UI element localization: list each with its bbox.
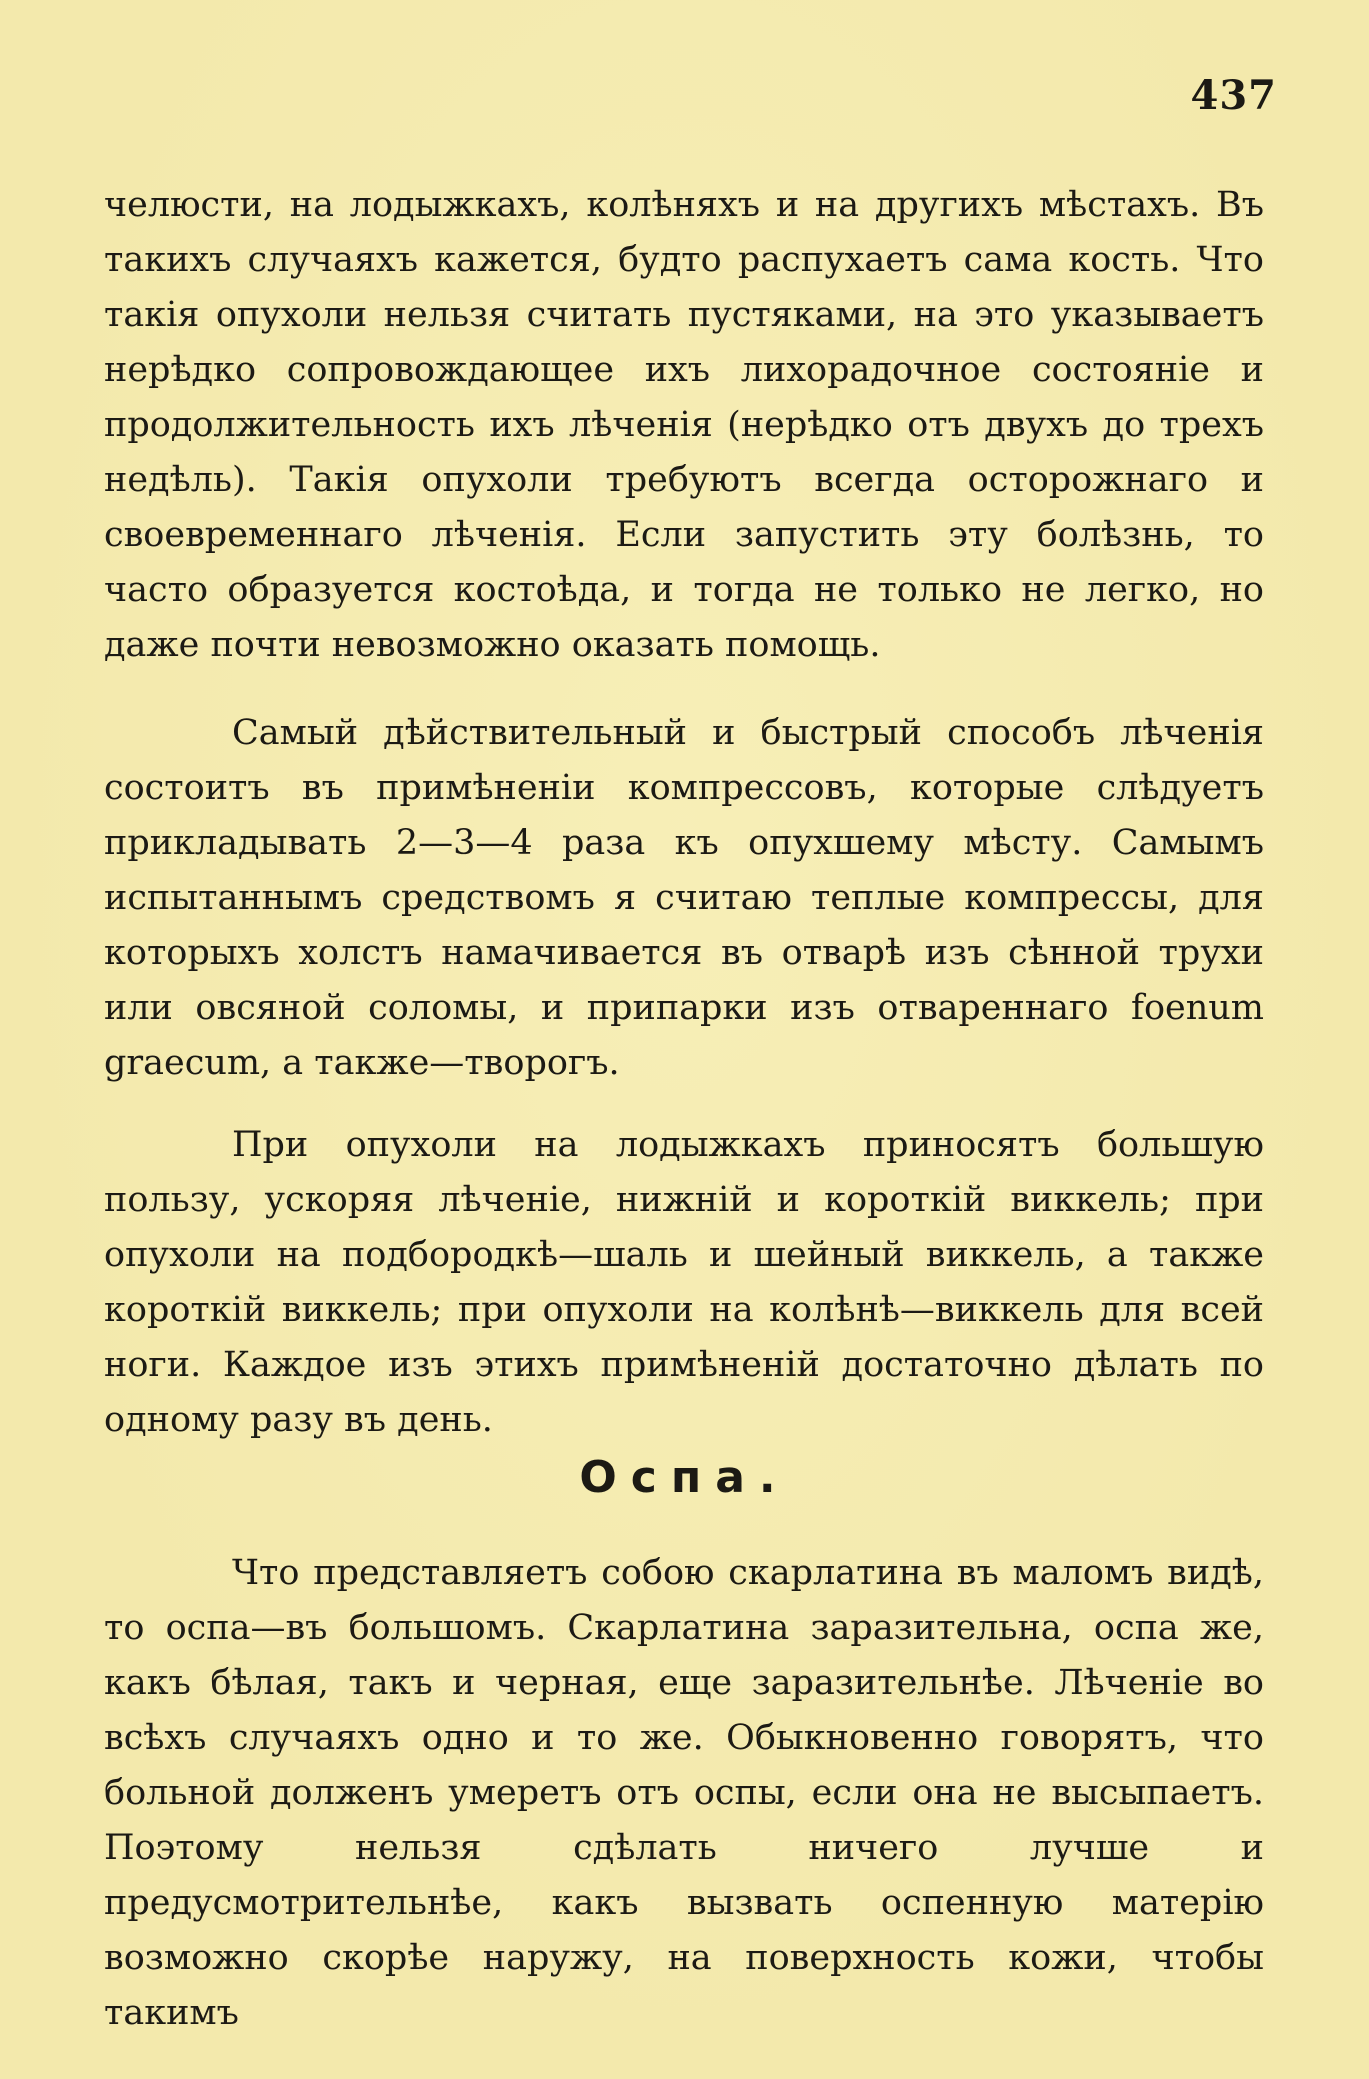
section-heading: Оспа.	[579, 1452, 790, 1503]
paragraph-2: Самый дѣйствительный и быстрый способъ лѣченія состоитъ въ примѣненіи компрессовъ, которые слѣдуетъ прикладывать 2—3—4 раза къ опухшему мѣсту. Самымъ испытаннымъ средствомъ я считаю теплые компрессы, для которыхъ холстъ намачивается въ отварѣ изъ сѣнной трухи или овсяной соломы, и припарки изъ отвареннаго foenum graecum, а также—творогъ.	[104, 713, 1264, 1083]
paragraph-1: челюсти, на лодыжкахъ, колѣняхъ и на другихъ мѣстахъ. Въ такихъ случаяхъ кажется, будто распухаетъ сама кость. Что такія опухоли нельзя считать пустяками, на это указываетъ нерѣдко сопровождающее ихъ лихорадочное состояніе и продолжительность ихъ лѣченія (нерѣдко отъ двухъ до трехъ недѣль). Такія опухоли требуютъ всегда осторожнаго и своевременнаго лѣченія. Если запустить эту болѣзнь, то часто образуется костоѣда, и тогда не только не легко, но даже почти невозможно оказать помощь.	[104, 185, 1264, 665]
paragraph-4: Что представляетъ собою скарлатина въ маломъ видѣ, то оспа—въ большомъ. Скарлатина заразительна, оспа же, какъ бѣлая, такъ и черная, еще заразительнѣе. Лѣченіе во всѣхъ случаяхъ одно и то же. Обыкновенно говорятъ, что больной долженъ умеретъ отъ оспы, если она не высыпаетъ. Поэтому нельзя сдѣлать ничего лучше и предусмотрительнѣе, какъ вызвать оспенную матерію возможно скорѣе наружу, на поверхность кожи, чтобы такимъ	[104, 1553, 1264, 2033]
page-number: 437	[1190, 72, 1277, 119]
paragraph-3: При опухоли на лодыжкахъ приносятъ большую пользу, ускоряя лѣченіе, нижній и короткій виккель; при опухоли на подбородкѣ—шаль и шейный виккель, а также короткій виккель; при опухоли на колѣнѣ—виккель для всей ноги. Каждое изъ этихъ примѣненій достаточно дѣлать по одному разу въ день.	[104, 1125, 1264, 1440]
